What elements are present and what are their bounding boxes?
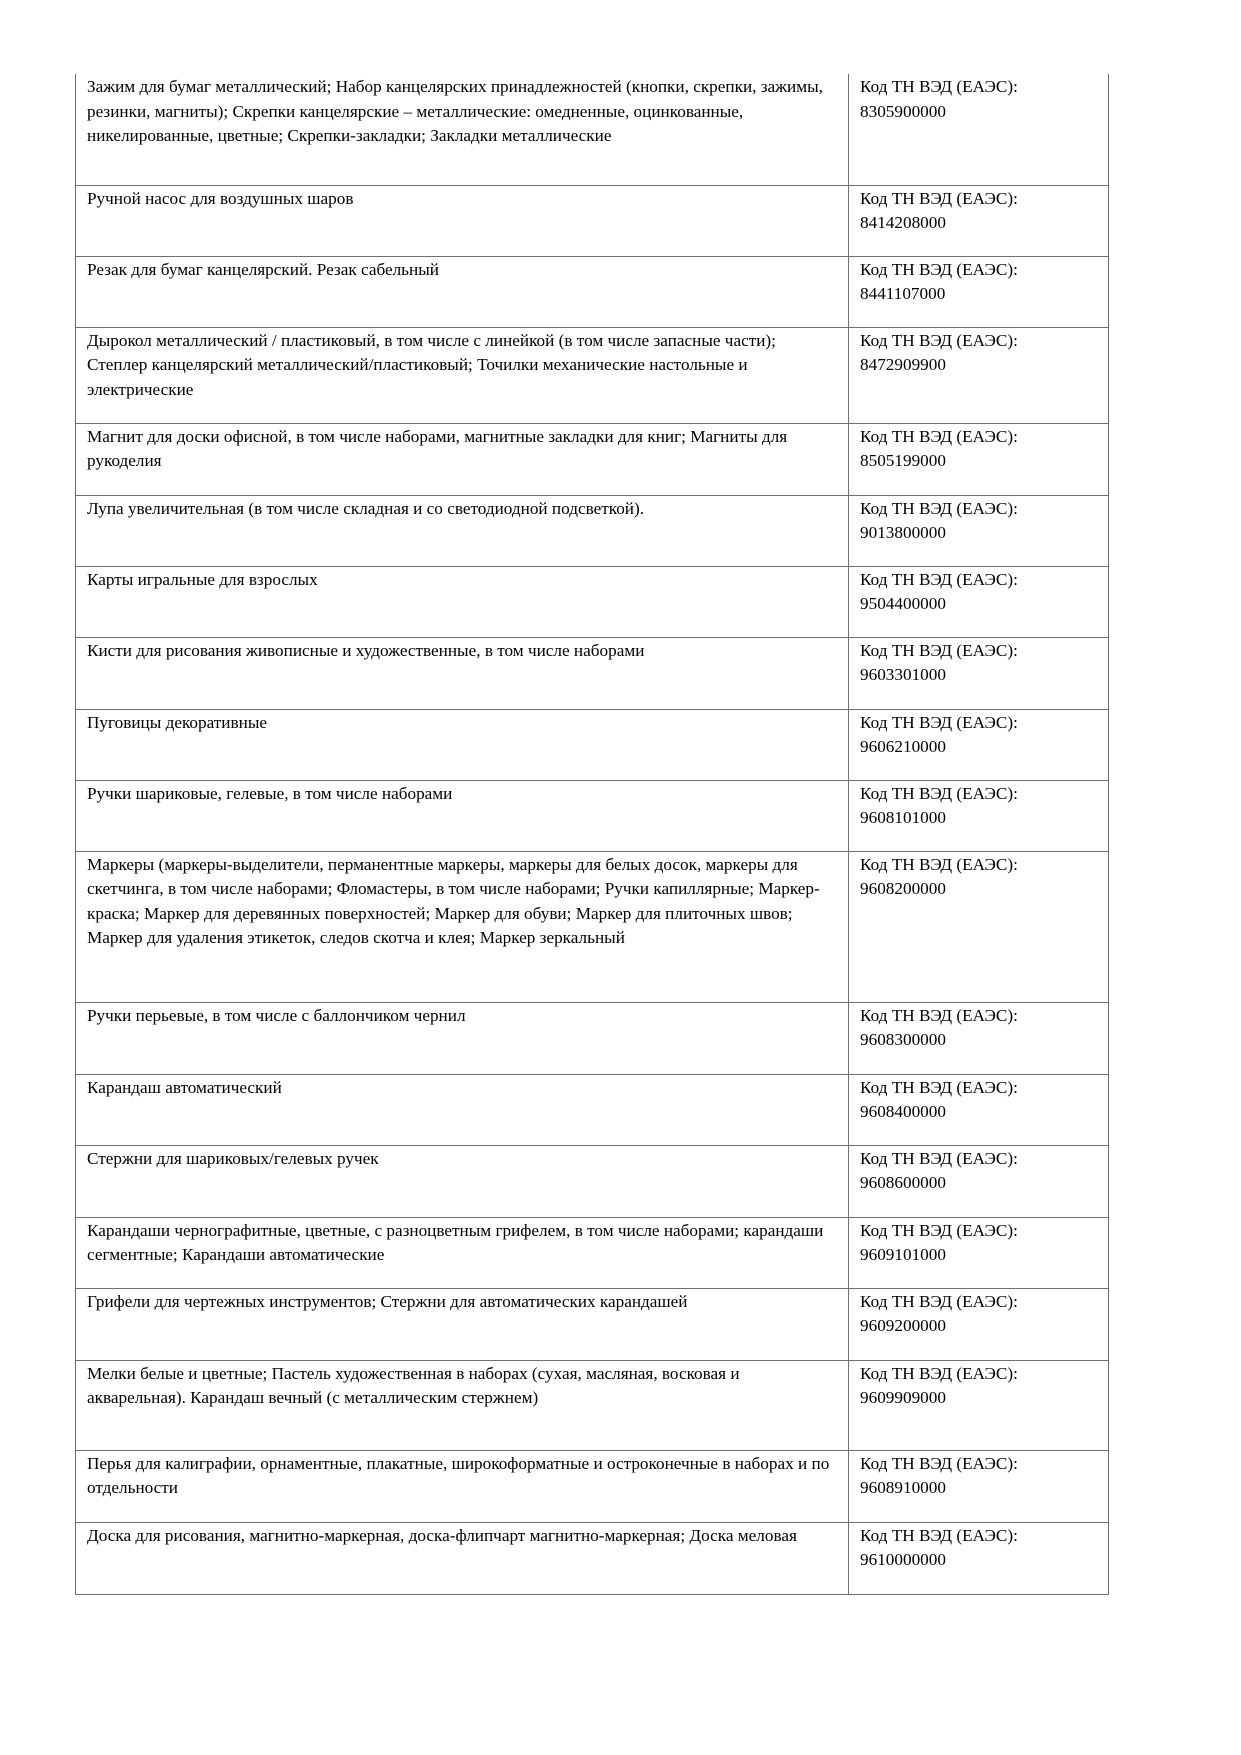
customs-code-cell xyxy=(849,1074,1109,1145)
customs-code-cell xyxy=(849,495,1109,566)
customs-code-label: Код ТН ВЭД (ЕАЭС): xyxy=(860,188,1018,208)
product-description: Грифели для чертежных инструментов; Стержни для автоматических карандашей xyxy=(76,1288,849,1360)
customs-code-value: 8305900000 xyxy=(860,101,946,121)
product-description: Зажим для бумаг металлический; Набор канцелярских принадлежностей (кнопки, скрепки, зажимы, резинки, магниты); Скрепки канцелярские – металлические: омедненные, оцинкованные, никелированные, цветные; Скрепки-закладки; Закладки металлические xyxy=(76,74,849,185)
product-description: Ручки шариковые, гелевые, в том числе наборами xyxy=(76,780,849,851)
product-description: Ручки перьевые, в том числе с баллончиком чернил xyxy=(76,1002,849,1074)
product-description: Перья для калиграфии, орнаментные, плакатные, широкоформатные и остроконечные в наборах и по отдельности xyxy=(76,1450,849,1522)
customs-code-label: Код ТН ВЭД (ЕАЭС): xyxy=(860,1077,1018,1097)
table-row xyxy=(76,1074,1109,1145)
table-row xyxy=(76,327,1109,423)
product-description: Стержни для шариковых/гелевых ручек xyxy=(76,1145,849,1217)
product-description: Ручной насос для воздушных шаров xyxy=(76,185,849,256)
table-row xyxy=(76,1145,1109,1217)
customs-code-cell xyxy=(849,566,1109,637)
customs-code-value: 9606210000 xyxy=(860,737,946,757)
customs-code-label: Код ТН ВЭД (ЕАЭС): xyxy=(860,712,1018,732)
customs-code-cell xyxy=(849,1360,1109,1450)
product-description: Карты игральные для взрослых xyxy=(76,566,849,637)
customs-code-cell xyxy=(849,851,1109,1002)
customs-code-cell xyxy=(849,1288,1109,1360)
customs-code-cell xyxy=(849,74,1109,185)
table-row xyxy=(76,709,1109,780)
customs-code-cell xyxy=(849,1450,1109,1522)
product-description: Резак для бумаг канцелярский. Резак сабельный xyxy=(76,256,849,327)
product-description: Магнит для доски офисной, в том числе наборами, магнитные закладки для книг; Магниты для рукоделия xyxy=(76,423,849,495)
product-description: Лупа увеличительная (в том числе складная и со светодиодной подсветкой). xyxy=(76,495,849,566)
customs-code-cell xyxy=(849,1217,1109,1288)
table-row xyxy=(76,185,1109,256)
customs-code-label: Код ТН ВЭД (ЕАЭС): xyxy=(860,1453,1018,1473)
table-row xyxy=(76,1450,1109,1522)
customs-code-value: 9608200000 xyxy=(860,879,946,899)
table-row xyxy=(76,74,1109,185)
product-description: Маркеры (маркеры-выделители, перманентные маркеры, маркеры для белых досок, маркеры для скетчинга, в том числе наборами; Фломастеры, в том числе наборами; Ручки капиллярные; Маркер-краска; Маркер для деревянных поверхностей; Маркер для обуви; Маркер для плиточных швов; Маркер для удаления этикеток, следов скотча и клея; Маркер зеркальный xyxy=(76,851,849,1002)
table-row xyxy=(76,1217,1109,1288)
customs-code-value: 9608101000 xyxy=(860,808,946,828)
table-row xyxy=(76,1360,1109,1450)
customs-code-cell xyxy=(849,637,1109,709)
product-description: Кисти для рисования живописные и художественные, в том числе наборами xyxy=(76,637,849,709)
customs-code-label: Код ТН ВЭД (ЕАЭС): xyxy=(860,77,1018,96)
table-row xyxy=(76,256,1109,327)
customs-codes-table xyxy=(75,74,1109,1595)
customs-code-value: 9608300000 xyxy=(860,1030,946,1050)
product-description: Карандаши чернографитные, цветные, с разноцветным грифелем, в том числе наборами; карандаши сегментные; Карандаши автоматические xyxy=(76,1217,849,1288)
customs-code-cell xyxy=(849,709,1109,780)
customs-code-cell xyxy=(849,256,1109,327)
customs-code-cell xyxy=(849,423,1109,495)
customs-code-value: 8441107000 xyxy=(860,284,946,304)
customs-code-label: Код ТН ВЭД (ЕАЭС): xyxy=(860,1525,1018,1545)
customs-code-cell xyxy=(849,185,1109,256)
product-description: Карандаш автоматический xyxy=(76,1074,849,1145)
table-row xyxy=(76,851,1109,1002)
customs-code-label: Код ТН ВЭД (ЕАЭС): xyxy=(860,1148,1018,1168)
customs-code-value: 9608400000 xyxy=(860,1102,946,1122)
table-row xyxy=(76,1002,1109,1074)
table-row xyxy=(76,637,1109,709)
customs-code-value: 8505199000 xyxy=(860,451,946,471)
customs-code-value: 9610000000 xyxy=(860,1550,946,1570)
table-row xyxy=(76,495,1109,566)
customs-code-value: 9609909000 xyxy=(860,1388,946,1408)
customs-code-value: 9609101000 xyxy=(860,1245,946,1265)
customs-code-cell xyxy=(849,1145,1109,1217)
customs-code-value: 9608600000 xyxy=(860,1173,946,1193)
customs-code-label: Код ТН ВЭД (ЕАЭС): xyxy=(860,1363,1018,1383)
customs-code-value: 9504400000 xyxy=(860,594,946,614)
table-row xyxy=(76,780,1109,851)
customs-code-cell xyxy=(849,1522,1109,1594)
customs-code-value: 9608910000 xyxy=(860,1478,946,1498)
customs-code-cell xyxy=(849,1002,1109,1074)
table-row xyxy=(76,1288,1109,1360)
customs-code-value: 9603301000 xyxy=(860,665,946,685)
customs-code-value: 9609200000 xyxy=(860,1316,946,1336)
customs-code-value: 9013800000 xyxy=(860,523,946,543)
customs-code-label: Код ТН ВЭД (ЕАЭС): xyxy=(860,259,1018,279)
customs-code-label: Код ТН ВЭД (ЕАЭС): xyxy=(860,783,1018,803)
customs-code-label: Код ТН ВЭД (ЕАЭС): xyxy=(860,1005,1018,1025)
customs-code-value: 8472909900 xyxy=(860,355,946,375)
customs-code-label: Код ТН ВЭД (ЕАЭС): xyxy=(860,498,1018,518)
customs-code-label: Код ТН ВЭД (ЕАЭС): xyxy=(860,426,1018,446)
table-row xyxy=(76,1522,1109,1594)
table-row xyxy=(76,423,1109,495)
product-description: Пуговицы декоративные xyxy=(76,709,849,780)
customs-code-cell xyxy=(849,327,1109,423)
customs-code-label: Код ТН ВЭД (ЕАЭС): xyxy=(860,1220,1018,1240)
customs-code-label: Код ТН ВЭД (ЕАЭС): xyxy=(860,569,1018,589)
customs-code-cell xyxy=(849,780,1109,851)
table-row xyxy=(76,566,1109,637)
customs-code-label: Код ТН ВЭД (ЕАЭС): xyxy=(860,330,1018,350)
product-description: Мелки белые и цветные; Пастель художественная в наборах (сухая, масляная, восковая и акварельная). Карандаш вечный (с металлическим стержнем) xyxy=(76,1360,849,1450)
customs-code-label: Код ТН ВЭД (ЕАЭС): xyxy=(860,1291,1018,1311)
customs-code-label: Код ТН ВЭД (ЕАЭС): xyxy=(860,854,1018,874)
product-description: Дырокол металлический / пластиковый, в том числе с линейкой (в том числе запасные части); Степлер канцелярский металлический/пластиковый; Точилки механические настольные и электрические xyxy=(76,327,849,423)
customs-code-label: Код ТН ВЭД (ЕАЭС): xyxy=(860,640,1018,660)
product-description: Доска для рисования, магнитно-маркерная, доска-флипчарт магнитно-маркерная; Доска меловая xyxy=(76,1522,849,1594)
customs-code-value: 8414208000 xyxy=(860,213,946,233)
